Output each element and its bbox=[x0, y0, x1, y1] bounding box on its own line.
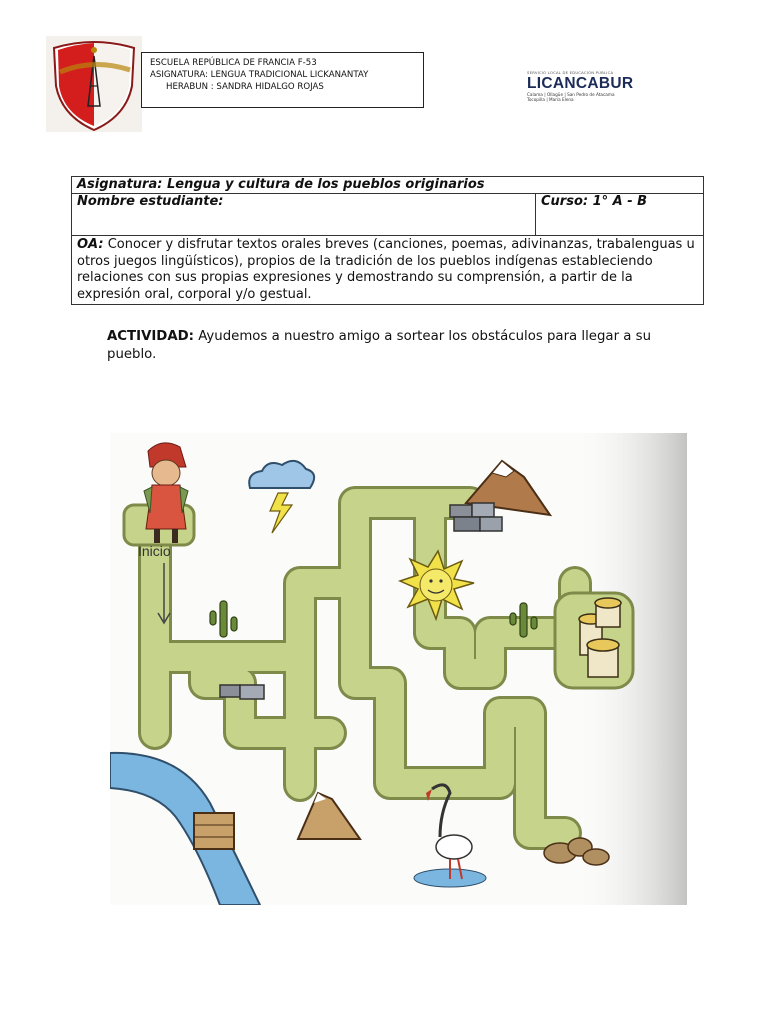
bridge-icon bbox=[194, 813, 234, 849]
school-info-box bbox=[141, 52, 424, 108]
activity-text: Ayudemos a nuestro amigo a sortear los obstáculos para llegar a su pueblo. bbox=[107, 329, 651, 362]
maze-illustration bbox=[110, 433, 687, 905]
stone-wall-icon bbox=[220, 685, 264, 699]
oa-label: OA: bbox=[77, 237, 104, 252]
oa-cell bbox=[72, 236, 704, 305]
activity-instruction bbox=[107, 328, 677, 364]
oa-text: Conocer y disfrutar textos orales breves (canciones, poemas, adivinanzas, trabalenguas u otros juegos lingüísticos), propios de la tradición de los pueblos indígenas estableciendo relaciones con sus propias expresiones y demostrando su comprensión, a partir de la expresión oral, corporal y/o gestual. bbox=[77, 237, 695, 302]
child-character-icon bbox=[144, 443, 188, 543]
stone-wall-icon bbox=[450, 503, 502, 531]
brand-kicker: SERVICIO LOCAL DE EDUCACIÓN PÚBLICA bbox=[527, 70, 614, 75]
brand-name: LICANCABUR bbox=[527, 75, 634, 92]
brand-sub-2: Tocopilla | María Elena bbox=[527, 97, 574, 102]
school-crest-icon bbox=[46, 36, 142, 132]
subject-cell: Asignatura: Lengua y cultura de los pueblos originarios bbox=[72, 177, 704, 194]
student-name-cell[interactable]: Nombre estudiante: bbox=[72, 194, 536, 236]
start-label: Inicio bbox=[138, 543, 171, 559]
activity-label: ACTIVIDAD: bbox=[107, 329, 194, 344]
brand-sub-1: Calama | Ollagüe | San Pedro de Atacama bbox=[527, 92, 615, 97]
subject-line: ASIGNATURA: LENGUA TRADICIONAL LICKANANTAY bbox=[150, 70, 369, 80]
school-name: ESCUELA REPÚBLICA DE FRANCIA F-53 bbox=[150, 58, 317, 68]
info-table bbox=[71, 176, 704, 305]
course-cell: Curso: 1° A - B bbox=[536, 194, 704, 236]
brand-logo bbox=[527, 70, 677, 110]
teacher-line: HERABUN : SANDRA HIDALGO ROJAS bbox=[166, 82, 324, 92]
